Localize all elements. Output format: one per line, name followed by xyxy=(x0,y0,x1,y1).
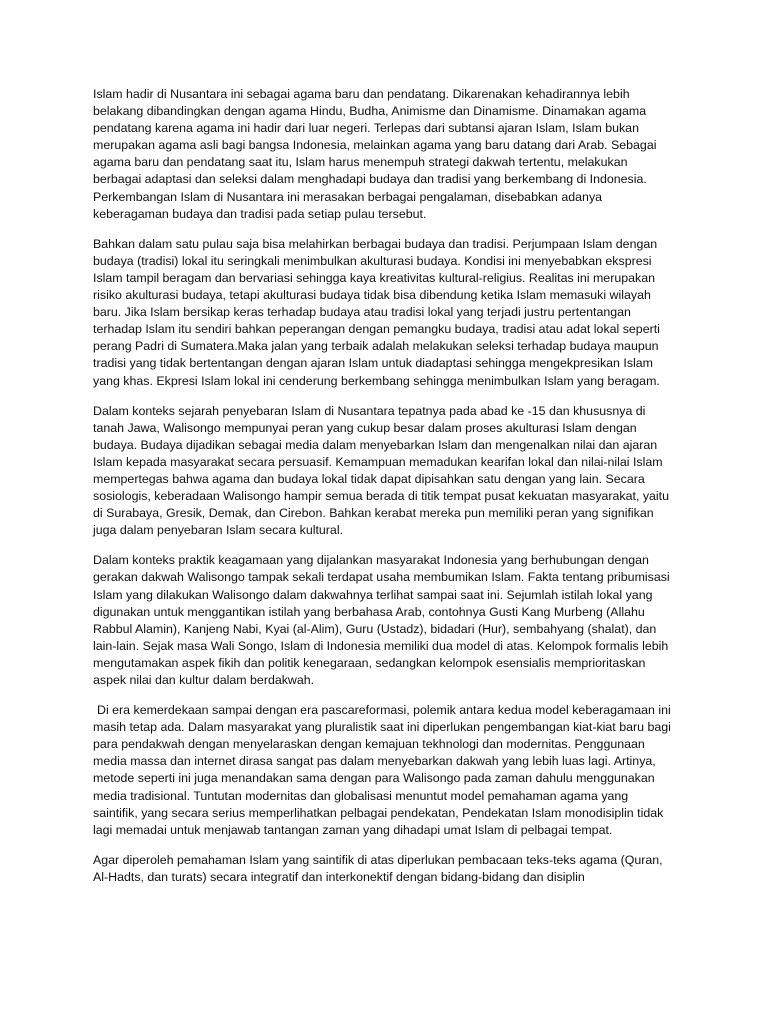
paragraph-6: Agar diperoleh pemahaman Islam yang saintifik di atas diperlukan pembacaan teks-teks agama (Quran, Al-Hadts, dan turats) secara integratif dan interkonektif dengan bidang-bidang dan disiplin xyxy=(93,852,663,884)
paragraph-3: Dalam konteks sejarah penyebaran Islam di Nusantara tepatnya pada abad ke -15 dan khususnya di tanah Jawa, Walisongo mempunyai peran yang cukup besar dalam proses akulturasi Islam dengan budaya. Budaya dijadikan sebagai media dalam menyebarkan Islam dan mengenalkan nilai dan ajaran Islam kepada masyarakat secara persuasif. Kemampuan memadukan kearifan lokal dan nilai-nilai Islam mempertegas bahwa agama dan budaya lokal tidak dapat dipisahkan satu dengan yang lain. Secara sosiologis, keberadaan Walisongo hampir semua berada di titik tempat pusat kekuatan masyarakat, yaitu di Surabaya, Gresik, Demak, dan Cirebon. Bahkan kerabat mereka pun memiliki peran yang signifikan juga dalam penyebaran Islam secara kultural. xyxy=(93,403,670,538)
paragraph-5: Di era kemerdekaan sampai dengan era pascareformasi, polemik antara kedua model keberagamaan ini masih tetap ada. Dalam masyarakat yang pluralistik saat ini diperlukan pengembangan kiat-kiat baru bagi para pendakwah dengan menyelaraskan dengan kemajuan tekhnologi dan modernitas. Penggunaan media massa dan internet dirasa sangat pas dalam menyebarkan dakwah yang lebih luas lagi. Artinya, metode seperti ini juga menandakan sama dengan para Walisongo pada zaman dahulu menggunakan media tradisional. Tuntutan modernitas dan globalisasi menuntut model pemahaman agama yang saintifik, yang secara serius memperlihatkan pelbagai pendekatan, Pendekatan Islam monodisiplin tidak lagi memadai untuk menjawab tantangan zaman yang dihadapi umat Islam di pelbagai tempat. xyxy=(93,703,671,837)
paragraph-4: Dalam konteks praktik keagamaan yang dijalankan masyarakat Indonesia yang berhubungan dengan gerakan dakwah Walisongo tampak sekali terdapat usaha membumikan Islam. Fakta tentang pribumisasi Islam yang dilakukan Walisongo dalam dakwahnya terlihat sampai saat ini. Sejumlah istilah lokal yang digunakan untuk menggantikan istilah yang berbahasa Arab, contohnya Gusti Kang Murbeng (Allahu Rabbul Alamin), Kanjeng Nabi, Kyai (al-Alim), Guru (Ustadz), bidadari (Hur), sembahyang (shalat), dan lain-lain. Sejak masa Wali Songo, Islam di Indonesia memiliki dua model di atas. Kelompok formalis lebih mengutamakan aspek fikih dan politik kenegaraan, sedangkan kelompok esensialis memprioritaskan aspek nilai dan kultur dalam berdakwah. xyxy=(93,553,670,687)
document-body xyxy=(93,86,671,899)
paragraph-1: Islam hadir di Nusantara ini sebagai agama baru dan pendatang. Dikarenakan kehadirannya lebih belakang dibandingkan dengan agama Hindu, Budha, Animisme dan Dinamisme. Dinamakan agama pendatang karena agama ini hadir dari luar negeri. Terlepas dari subtansi ajaran Islam, Islam bukan merupakan agama asli bagi bangsa Indonesia, melainkan agama yang baru datang dari Arab. Sebagai agama baru dan pendatang saat itu, Islam harus menempuh strategi dakwah tertentu, melakukan berbagai adaptasi dan seleksi dalam menghadapi budaya dan tradisi yang berkembang di Indonesia. Perkembangan Islam di Nusantara ini merasakan berbagai pengalaman, disebabkan adanya keberagaman budaya dan tradisi pada setiap pulau tersebut. xyxy=(93,87,657,221)
paragraph-2: Bahkan dalam satu pulau saja bisa melahirkan berbagai budaya dan tradisi. Perjumpaan Islam dengan budaya (tradisi) lokal itu seringkali menimbulkan akulturasi budaya. Kondisi ini menyebabkan ekspresi Islam tampil beragam dan bervariasi sehingga kaya kreativitas kultural-religius. Realitas ini merupakan risiko akulturasi budaya, tetapi akulturasi budaya tidak bisa dibendung ketika Islam memasuki wilayah baru. Jika Islam bersikap keras terhadap budaya atau tradisi lokal yang terjadi justru pertentangan terhadap Islam itu sendiri bahkan peperangan dengan pemangku budaya, tradisi atau adat lokal seperti perang Padri di Sumatera.Maka jalan yang terbaik adalah melakukan seleksi terhadap budaya maupun tradisi yang tidak bertentangan dengan ajaran Islam untuk diadaptasi sehingga mengekpresikan Islam yang khas. Ekpresi Islam lokal ini cenderung berkembang sehingga menimbulkan Islam yang beragam. xyxy=(93,236,660,388)
